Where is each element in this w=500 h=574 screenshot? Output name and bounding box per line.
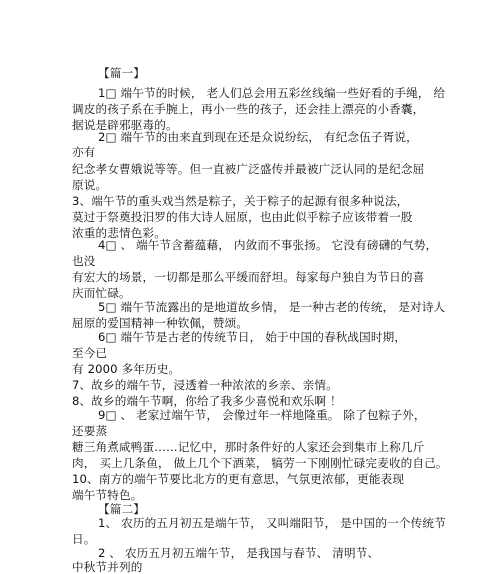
section-heading-2: 【篇二】 <box>98 502 145 516</box>
paragraph-line: 7、故乡的端午节，浸透着一种浓浓的乡亲、亲情。 <box>72 378 338 392</box>
paragraph-line: 6□ 端午节是古老的传统节日， 始于中国的春秋战国时期， <box>98 330 407 344</box>
paragraph-line: 8、故乡的端午节啊，你给了我多少喜悦和欢乐啊 ！ <box>72 394 342 408</box>
paragraph-line: 1□ 端午节的时候， 老人们总会用五彩丝线编一些好看的手绳， 给 <box>98 86 446 100</box>
paragraph-line: 肉， 买上几条鱼， 做上几个下酒菜， 犒劳一下刚刚忙碌完麦收的自己。 <box>72 456 448 470</box>
paragraph-line: 1、 农历的五月初五是端午节， 又叫端阳节， 是中国的一个传统节 <box>98 516 446 530</box>
paragraph-line: 也没 <box>72 254 96 268</box>
paragraph-line: 10、南方的端午节要比北方的更有意思，气氛更浓郁，更能表现 <box>72 472 405 486</box>
paragraph-line: 屈原的爱国精神一种钦佩，赞颂。 <box>72 316 249 330</box>
paragraph-line: 庆而忙碌。 <box>72 286 131 300</box>
paragraph-line: 亦有 <box>72 145 96 159</box>
paragraph-line: 至今已 <box>72 346 108 360</box>
paragraph-line: 2□ 端午节的由来直到现在还是众说纷纭， 有纪念伍子胥说， <box>98 130 418 144</box>
section-heading-1: 【篇一】 <box>98 66 145 80</box>
paragraph-line: 原说。 <box>72 178 108 192</box>
paragraph-line: 9□ 、 老家过端午节， 会像过年一样地隆重。 除了包粽子外， <box>98 408 426 422</box>
paragraph-line: 调皮的孩子系在手腕上，再小一些的孩子，还会挂上漂亮的小香囊， <box>72 102 425 116</box>
paragraph-line: 据说是辟邪驱毒的。 <box>72 118 178 132</box>
paragraph-line: 3、端午节的重头戏当然是粽子，关于粽子的起源有很多种说法， <box>72 194 409 208</box>
paragraph-line: 还要蒸 <box>72 424 108 438</box>
paragraph-line: 4□ 、 端午节含蓄蕴藉， 内敛而不事张扬。 它没有磅礴的气势， <box>98 238 438 252</box>
paragraph-line: 有宏大的场景，一切都是那么平缓而舒坦。每家每户独自为节日的喜 <box>72 270 425 284</box>
paragraph-line: 5□ 端午节流露出的是地道故乡情， 是一种古老的传统， 是对诗人 <box>98 300 446 314</box>
paragraph-line: 端午节特色。 <box>72 488 143 502</box>
paragraph-line: 浓重的悲情色彩。 <box>72 226 166 240</box>
paragraph-line: 糖三角煮咸鸭蛋……记忆中，那时条件好的人家还会到集市上称几斤 <box>72 440 425 454</box>
paragraph-line: 2 、 农历五月初五端午节， 是我国与春节、 清明节、 <box>98 546 380 560</box>
paragraph-line: 有 2000 多年历史。 <box>72 362 181 376</box>
paragraph-line: 莫过于祭奠投汨罗的伟大诗人屈原，也由此似乎粽子应该带着一股 <box>72 210 413 224</box>
paragraph-line: 中秋节并列的 <box>72 560 143 574</box>
paragraph-line: 纪念孝女曹娥说等等。但一直被广泛盛传并最被广泛认同的是纪念屈 <box>72 162 425 176</box>
paragraph-line: 日。 <box>72 532 96 546</box>
